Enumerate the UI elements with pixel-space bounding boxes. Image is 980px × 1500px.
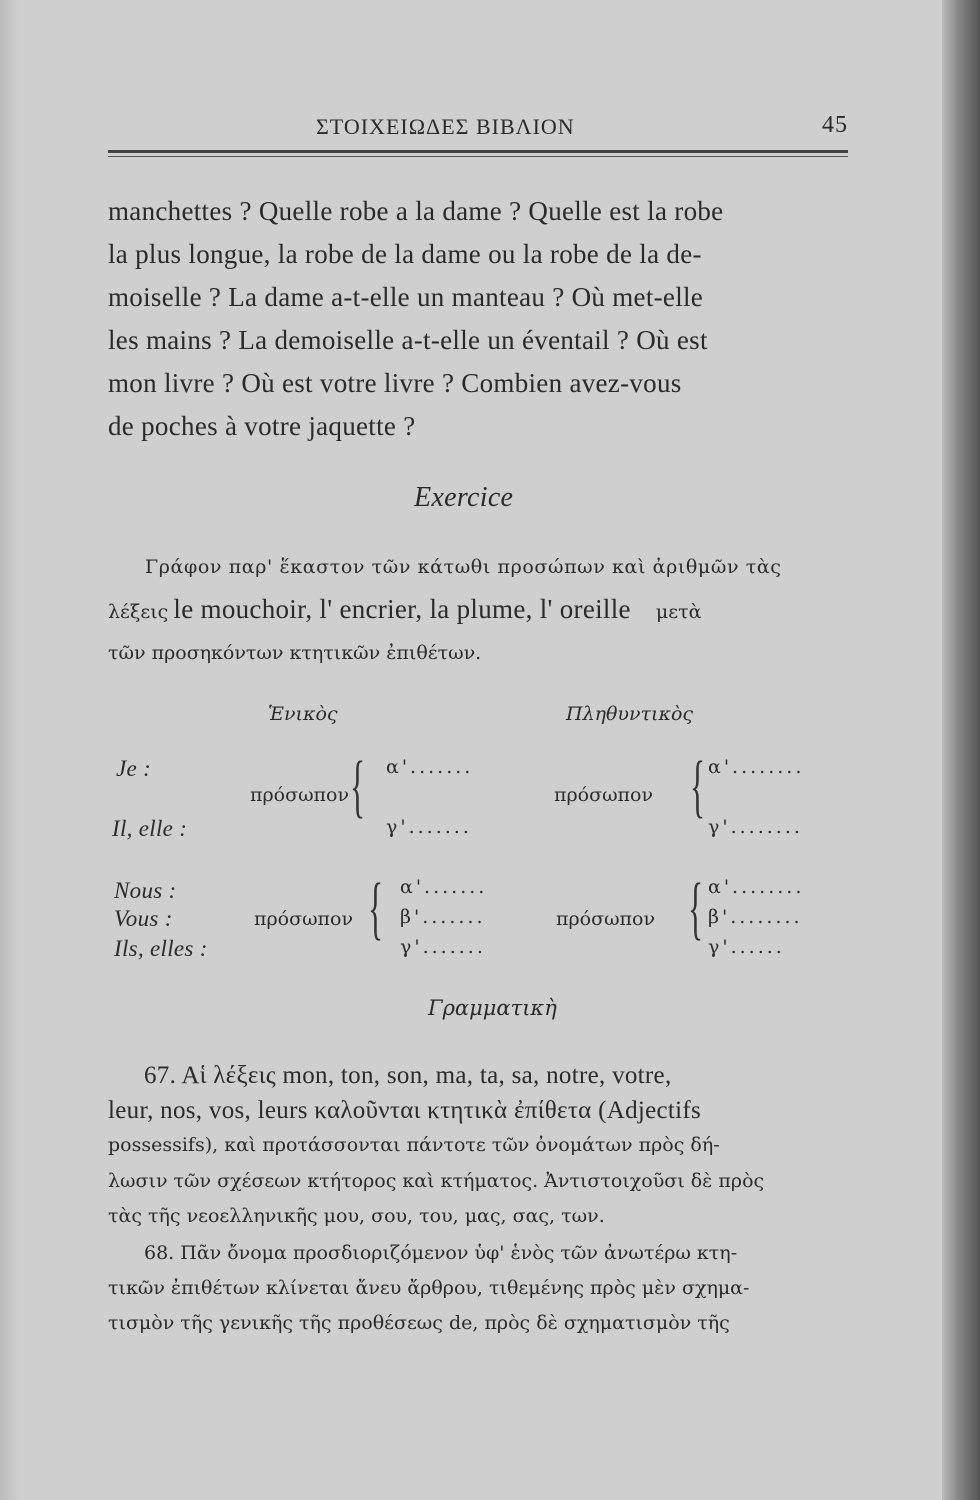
para67-line: 67. Αἱ λέξεις mon, ton, son, ma, ta, sa, notre, votre,	[144, 1062, 672, 1089]
intro-line: moiselle ? La dame a-t-elle un manteau ? Où met-elle	[108, 282, 704, 312]
instruction-line	[108, 594, 701, 625]
pronoun: Il, elle :	[112, 816, 188, 841]
grammar-title: Γραμματικὴ	[428, 996, 557, 1020]
instruction-greek: λέξεις	[108, 601, 169, 623]
slot: α'.......	[400, 876, 488, 898]
intro-line: manchettes ? Quelle robe a la dame ? Quelle est la robe	[108, 196, 724, 226]
page-gutter	[0, 0, 20, 1500]
intro-line: les mains ? La demoiselle a-t-elle un éventail ? Où est	[108, 325, 708, 355]
running-title: ΣΤΟΙΧΕΙΩΔΕΣ ΒΙΒΛΙΟΝ	[316, 114, 575, 139]
slot: α'.......	[386, 756, 474, 778]
para67-line: τὰς τῆς νεοελληνικῆς μου, σου, του, μας, σας, των.	[108, 1205, 605, 1227]
pronoun: Ils, elles :	[114, 936, 208, 961]
header-rule-thin	[108, 156, 848, 157]
header-rule	[108, 150, 848, 153]
brace: {	[368, 870, 384, 947]
intro-line: mon livre ? Où est votre livre ? Combien avez-vous	[108, 368, 682, 398]
pronoun: Vous :	[114, 906, 173, 931]
person-label: πρόσωπον	[556, 908, 656, 930]
slot: γ'........	[708, 816, 803, 838]
instruction-line: τῶν προσηκόντων κτητικῶν ἐπιθέτων.	[108, 642, 482, 664]
para68-line: 68. Πᾶν ὄνομα προσδιοριζόμενον ὑφ' ἑνὸς τῶν ἀνωτέρω κτη-	[144, 1242, 738, 1264]
instruction-line: Γράφον παρ' ἕκαστον τῶν κάτωθι προσώπων καὶ ἀριθμῶν τὰς	[145, 556, 782, 578]
slot: α'........	[708, 756, 805, 778]
exercice-title: Exercice	[414, 482, 514, 513]
person-label: πρόσωπον	[554, 784, 654, 806]
slot: γ'.......	[386, 816, 472, 838]
para68-line: τισμὸν τῆς γενικῆς τῆς προθέσεως de, πρὸς δὲ σχηματισμὸν τῆς	[108, 1312, 730, 1334]
instruction-french: le mouchoir, l' encrier, la plume, l' oreille	[173, 594, 631, 624]
intro-line: la plus longue, la robe de la dame ou la robe de la de-	[108, 239, 702, 269]
slot: β'.......	[400, 906, 486, 928]
book-edge	[942, 0, 980, 1500]
plural-header: Πληθυντικὸς	[566, 703, 694, 725]
singular-header: Ἑνικὸς	[268, 703, 338, 725]
brace: {	[688, 870, 704, 947]
para67-line: possessifs), καὶ προτάσσονται πάντοτε τῶν ὀνομάτων πρὸς δή-	[108, 1134, 720, 1156]
para67-line: λωσιν τῶν σχέσεων κτήτορος καὶ κτήματος. Ἀντιστοιχοῦσι δὲ πρὸς	[108, 1170, 765, 1192]
person-label: πρόσωπον	[250, 784, 350, 806]
brace: {	[350, 748, 366, 825]
para67-line: leur, nos, vos, leurs καλοῦνται κτητικὰ ἐπίθετα (Adjectifs	[108, 1097, 702, 1124]
slot: β'........	[708, 906, 803, 928]
slot: α'........	[708, 876, 805, 898]
pronoun: Nous :	[114, 878, 177, 903]
slot: γ'.......	[400, 936, 486, 958]
intro-line: de poches à votre jaquette ?	[108, 411, 416, 441]
slot: γ'......	[708, 936, 785, 958]
instruction-greek: μετὰ	[655, 601, 702, 623]
brace: {	[690, 748, 706, 825]
pronoun: Je :	[116, 756, 152, 781]
page-number: 45	[822, 112, 848, 138]
para68-line: τικῶν ἐπιθέτων κλίνεται ἄνευ ἄρθρου, τιθεμένης πρὸς μὲν σχημα-	[108, 1277, 750, 1299]
person-label: πρόσωπον	[254, 908, 354, 930]
